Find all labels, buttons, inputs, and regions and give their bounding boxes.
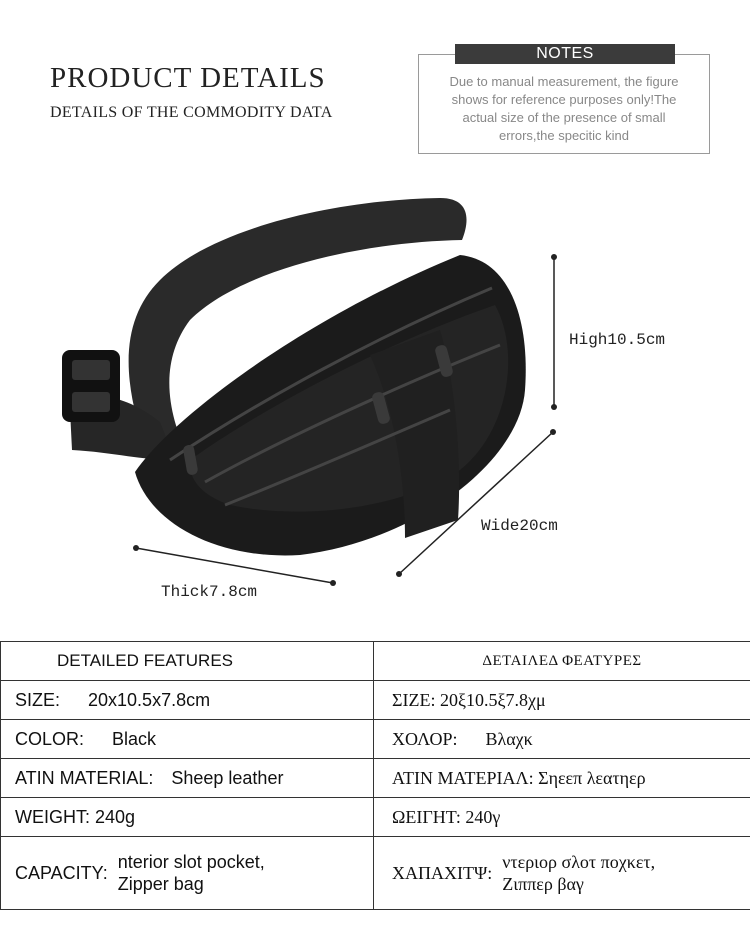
- notes-line: Due to manual measurement, the figure: [449, 74, 679, 89]
- spec-label: ATIN MATERIAL:: [15, 767, 154, 788]
- table-row: [1, 681, 750, 720]
- table-row: [1, 720, 750, 759]
- notes-line: shows for reference purposes only!The: [451, 92, 677, 107]
- notes-text: [420, 73, 708, 145]
- spec-value-gr: ντεριορ σλοτ ποχκετ,: [502, 852, 656, 872]
- notes-line: actual size of the presence of small: [462, 110, 666, 125]
- spec-label-gr: ΑΤΙΝ ΜΑΤΕΡΙΑΛ:: [392, 767, 534, 788]
- table-row: [1, 642, 750, 681]
- spec-value-gr: Βλαχκ: [485, 728, 533, 749]
- table-header-right: ΔΕΤΑΙΛΕΔ ΦΕΑΤΥΡΕΣ: [374, 642, 750, 681]
- notes-heading: NOTES: [455, 44, 675, 64]
- spec-value: Sheep leather: [171, 767, 284, 788]
- width-label: Wide20cm: [481, 517, 558, 535]
- spec-label-gr: ΧΑΠΑΧΙΤΨ:: [392, 862, 493, 883]
- thickness-label: Thick7.8cm: [161, 583, 258, 601]
- spec-label: COLOR:: [15, 728, 85, 749]
- table-header-left: DETAILED FEATURES: [1, 642, 374, 681]
- table-row: [1, 837, 750, 910]
- page-title: PRODUCT DETAILS: [50, 62, 326, 94]
- page-subtitle: DETAILS OF THE COMMODITY DATA: [50, 104, 333, 121]
- spec-value: nterior slot pocket,: [117, 852, 265, 872]
- spec-value: 20x10.5x7.8cm: [88, 689, 211, 710]
- spec-value-gr: 20ξ10.5ξ7.8χμ: [439, 689, 546, 710]
- table-row: [1, 759, 750, 798]
- table-row: [1, 798, 750, 837]
- spec-label-gr: ΩΕΙΓΗΤ:: [392, 806, 461, 827]
- spec-value-gr: Σηεεπ λεατηερ: [538, 767, 646, 788]
- spec-value: 240g: [95, 806, 136, 827]
- product-image: [0, 160, 750, 630]
- spec-label-gr: ΣΙΖΕ:: [392, 689, 436, 710]
- spec-value-gr: 240γ: [465, 806, 501, 827]
- spec-table: [0, 641, 750, 910]
- height-label: High10.5cm: [569, 331, 666, 349]
- spec-label: CAPACITY:: [15, 862, 108, 883]
- spec-label-gr: ΧΟΛΟΡ:: [392, 728, 458, 749]
- spec-label: WEIGHT:: [15, 806, 90, 827]
- spec-label: SIZE:: [15, 689, 61, 710]
- notes-line: errors,the specitic kind: [498, 128, 630, 143]
- spec-value-gr: Ζιππερ βαγ: [502, 874, 584, 894]
- spec-value: Black: [112, 728, 157, 749]
- spec-value: Zipper bag: [117, 874, 204, 894]
